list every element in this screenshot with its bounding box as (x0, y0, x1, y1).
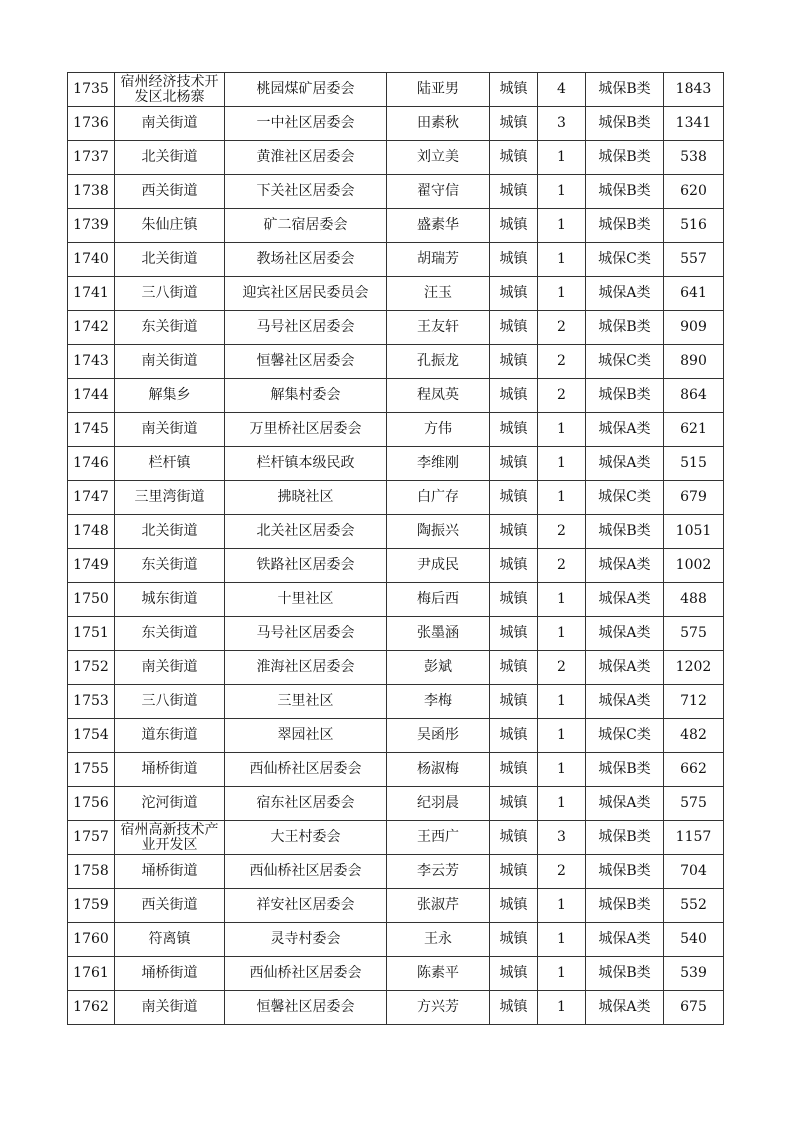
street-cell: 北关街道 (115, 141, 225, 175)
category-cell: 城保B类 (586, 855, 664, 889)
table-row (68, 787, 724, 821)
household-count-cell: 2 (538, 855, 586, 889)
area-cell: 城镇 (490, 719, 538, 753)
household-count-cell: 2 (538, 549, 586, 583)
street-cell: 宿州高新技术产业开发区 (115, 821, 225, 855)
category-cell: 城保B类 (586, 107, 664, 141)
committee-cell: 黄淮社区居委会 (225, 141, 387, 175)
row-number: 1735 (68, 73, 115, 107)
table-row (68, 209, 724, 243)
amount-cell: 704 (664, 855, 724, 889)
category-cell: 城保B类 (586, 957, 664, 991)
amount-cell: 1341 (664, 107, 724, 141)
area-cell: 城镇 (490, 175, 538, 209)
committee-cell: 淮海社区居委会 (225, 651, 387, 685)
street-cell: 北关街道 (115, 515, 225, 549)
street-cell: 宿州经济技术开发区北杨寨 (115, 73, 225, 107)
category-cell: 城保B类 (586, 889, 664, 923)
area-cell: 城镇 (490, 447, 538, 481)
amount-cell: 575 (664, 787, 724, 821)
name-cell: 程凤英 (387, 379, 490, 413)
row-number: 1743 (68, 345, 115, 379)
row-number: 1738 (68, 175, 115, 209)
name-cell: 胡瑞芳 (387, 243, 490, 277)
household-count-cell: 2 (538, 311, 586, 345)
household-count-cell: 1 (538, 685, 586, 719)
table-row (68, 243, 724, 277)
amount-cell: 675 (664, 991, 724, 1025)
table-row (68, 991, 724, 1025)
category-cell: 城保A类 (586, 787, 664, 821)
name-cell: 白广存 (387, 481, 490, 515)
name-cell: 陆亚男 (387, 73, 490, 107)
committee-cell: 马号社区居委会 (225, 311, 387, 345)
street-cell: 三八街道 (115, 277, 225, 311)
category-cell: 城保B类 (586, 753, 664, 787)
street-cell: 三里湾街道 (115, 481, 225, 515)
street-cell: 东关街道 (115, 311, 225, 345)
amount-cell: 1157 (664, 821, 724, 855)
street-cell: 南关街道 (115, 991, 225, 1025)
area-cell: 城镇 (490, 515, 538, 549)
street-cell: 西关街道 (115, 889, 225, 923)
amount-cell: 557 (664, 243, 724, 277)
table-row (68, 889, 724, 923)
household-count-cell: 3 (538, 821, 586, 855)
area-cell: 城镇 (490, 753, 538, 787)
committee-cell: 宿东社区居委会 (225, 787, 387, 821)
household-count-cell: 1 (538, 141, 586, 175)
table-row (68, 651, 724, 685)
name-cell: 尹成民 (387, 549, 490, 583)
category-cell: 城保A类 (586, 277, 664, 311)
committee-cell: 恒馨社区居委会 (225, 345, 387, 379)
table-row (68, 277, 724, 311)
amount-cell: 864 (664, 379, 724, 413)
committee-cell: 桃园煤矿居委会 (225, 73, 387, 107)
category-cell: 城保B类 (586, 311, 664, 345)
category-cell: 城保C类 (586, 481, 664, 515)
amount-cell: 516 (664, 209, 724, 243)
amount-cell: 540 (664, 923, 724, 957)
table-row (68, 481, 724, 515)
row-number: 1750 (68, 583, 115, 617)
category-cell: 城保A类 (586, 651, 664, 685)
committee-cell: 矿二宿居委会 (225, 209, 387, 243)
street-cell: 南关街道 (115, 107, 225, 141)
area-cell: 城镇 (490, 549, 538, 583)
committee-cell: 铁路社区居委会 (225, 549, 387, 583)
category-cell: 城保C类 (586, 243, 664, 277)
name-cell: 陶振兴 (387, 515, 490, 549)
area-cell: 城镇 (490, 923, 538, 957)
household-count-cell: 1 (538, 583, 586, 617)
area-cell: 城镇 (490, 651, 538, 685)
committee-cell: 马号社区居委会 (225, 617, 387, 651)
street-cell: 南关街道 (115, 345, 225, 379)
category-cell: 城保B类 (586, 73, 664, 107)
street-cell: 沱河街道 (115, 787, 225, 821)
area-cell: 城镇 (490, 583, 538, 617)
amount-cell: 641 (664, 277, 724, 311)
amount-cell: 482 (664, 719, 724, 753)
table-row (68, 345, 724, 379)
name-cell: 杨淑梅 (387, 753, 490, 787)
household-count-cell: 1 (538, 243, 586, 277)
household-count-cell: 1 (538, 787, 586, 821)
name-cell: 梅后西 (387, 583, 490, 617)
household-count-cell: 1 (538, 991, 586, 1025)
category-cell: 城保C类 (586, 719, 664, 753)
row-number: 1758 (68, 855, 115, 889)
household-count-cell: 1 (538, 175, 586, 209)
committee-cell: 解集村委会 (225, 379, 387, 413)
name-cell: 李云芳 (387, 855, 490, 889)
table-row (68, 413, 724, 447)
amount-cell: 552 (664, 889, 724, 923)
row-number: 1736 (68, 107, 115, 141)
amount-cell: 539 (664, 957, 724, 991)
row-number: 1752 (68, 651, 115, 685)
table-row (68, 753, 724, 787)
amount-cell: 488 (664, 583, 724, 617)
area-cell: 城镇 (490, 345, 538, 379)
household-count-cell: 1 (538, 923, 586, 957)
street-cell: 三八街道 (115, 685, 225, 719)
area-cell: 城镇 (490, 685, 538, 719)
table-row (68, 379, 724, 413)
row-number: 1753 (68, 685, 115, 719)
category-cell: 城保B类 (586, 515, 664, 549)
committee-cell: 西仙桥社区居委会 (225, 957, 387, 991)
amount-cell: 620 (664, 175, 724, 209)
committee-cell: 北关社区居委会 (225, 515, 387, 549)
street-cell: 解集乡 (115, 379, 225, 413)
committee-cell: 翠园社区 (225, 719, 387, 753)
area-cell: 城镇 (490, 413, 538, 447)
street-cell: 埇桥街道 (115, 855, 225, 889)
household-count-cell: 2 (538, 345, 586, 379)
committee-cell: 西仙桥社区居委会 (225, 753, 387, 787)
table-row (68, 855, 724, 889)
area-cell: 城镇 (490, 787, 538, 821)
street-cell: 朱仙庄镇 (115, 209, 225, 243)
committee-cell: 教场社区居委会 (225, 243, 387, 277)
street-cell: 栏杆镇 (115, 447, 225, 481)
name-cell: 田素秋 (387, 107, 490, 141)
committee-cell: 三里社区 (225, 685, 387, 719)
row-number: 1754 (68, 719, 115, 753)
household-count-cell: 1 (538, 889, 586, 923)
area-cell: 城镇 (490, 73, 538, 107)
area-cell: 城镇 (490, 991, 538, 1025)
category-cell: 城保A类 (586, 549, 664, 583)
table-row (68, 923, 724, 957)
street-cell: 道东街道 (115, 719, 225, 753)
row-number: 1757 (68, 821, 115, 855)
amount-cell: 909 (664, 311, 724, 345)
category-cell: 城保B类 (586, 175, 664, 209)
street-cell: 符离镇 (115, 923, 225, 957)
row-number: 1762 (68, 991, 115, 1025)
name-cell: 翟守信 (387, 175, 490, 209)
row-number: 1739 (68, 209, 115, 243)
name-cell: 刘立美 (387, 141, 490, 175)
committee-cell: 恒馨社区居委会 (225, 991, 387, 1025)
name-cell: 张淑芹 (387, 889, 490, 923)
committee-cell: 万里桥社区居委会 (225, 413, 387, 447)
amount-cell: 1002 (664, 549, 724, 583)
name-cell: 王友轩 (387, 311, 490, 345)
street-cell: 西关街道 (115, 175, 225, 209)
category-cell: 城保A类 (586, 583, 664, 617)
name-cell: 李维刚 (387, 447, 490, 481)
household-count-cell: 4 (538, 73, 586, 107)
name-cell: 方伟 (387, 413, 490, 447)
household-count-cell: 1 (538, 957, 586, 991)
table-row (68, 175, 724, 209)
table-row (68, 821, 724, 855)
amount-cell: 1843 (664, 73, 724, 107)
table-row (68, 549, 724, 583)
row-number: 1737 (68, 141, 115, 175)
row-number: 1741 (68, 277, 115, 311)
amount-cell: 679 (664, 481, 724, 515)
amount-cell: 621 (664, 413, 724, 447)
committee-cell: 祥安社区居委会 (225, 889, 387, 923)
amount-cell: 515 (664, 447, 724, 481)
amount-cell: 1051 (664, 515, 724, 549)
category-cell: 城保A类 (586, 617, 664, 651)
area-cell: 城镇 (490, 855, 538, 889)
amount-cell: 575 (664, 617, 724, 651)
area-cell: 城镇 (490, 311, 538, 345)
street-cell: 南关街道 (115, 413, 225, 447)
name-cell: 王永 (387, 923, 490, 957)
area-cell: 城镇 (490, 821, 538, 855)
amount-cell: 662 (664, 753, 724, 787)
row-number: 1744 (68, 379, 115, 413)
household-count-cell: 1 (538, 277, 586, 311)
row-number: 1759 (68, 889, 115, 923)
row-number: 1746 (68, 447, 115, 481)
name-cell: 盛素华 (387, 209, 490, 243)
street-cell: 东关街道 (115, 549, 225, 583)
amount-cell: 890 (664, 345, 724, 379)
amount-cell: 1202 (664, 651, 724, 685)
table-row (68, 957, 724, 991)
subsidy-table (67, 72, 724, 1025)
street-cell: 埇桥街道 (115, 957, 225, 991)
amount-cell: 538 (664, 141, 724, 175)
committee-cell: 下关社区居委会 (225, 175, 387, 209)
street-cell: 南关街道 (115, 651, 225, 685)
area-cell: 城镇 (490, 209, 538, 243)
household-count-cell: 1 (538, 753, 586, 787)
table-row (68, 73, 724, 107)
table-row (68, 311, 724, 345)
amount-cell: 712 (664, 685, 724, 719)
name-cell: 张墨涵 (387, 617, 490, 651)
row-number: 1740 (68, 243, 115, 277)
table-row (68, 617, 724, 651)
household-count-cell: 2 (538, 379, 586, 413)
area-cell: 城镇 (490, 481, 538, 515)
row-number: 1749 (68, 549, 115, 583)
category-cell: 城保A类 (586, 991, 664, 1025)
table-row (68, 515, 724, 549)
category-cell: 城保C类 (586, 345, 664, 379)
row-number: 1748 (68, 515, 115, 549)
area-cell: 城镇 (490, 957, 538, 991)
table-row (68, 583, 724, 617)
household-count-cell: 1 (538, 481, 586, 515)
table-row (68, 107, 724, 141)
row-number: 1761 (68, 957, 115, 991)
name-cell: 吴函彤 (387, 719, 490, 753)
name-cell: 李梅 (387, 685, 490, 719)
street-cell: 埇桥街道 (115, 753, 225, 787)
household-count-cell: 1 (538, 413, 586, 447)
household-count-cell: 1 (538, 447, 586, 481)
name-cell: 王西广 (387, 821, 490, 855)
area-cell: 城镇 (490, 379, 538, 413)
category-cell: 城保B类 (586, 209, 664, 243)
committee-cell: 大王村委会 (225, 821, 387, 855)
committee-cell: 十里社区 (225, 583, 387, 617)
committee-cell: 拂晓社区 (225, 481, 387, 515)
name-cell: 孔振龙 (387, 345, 490, 379)
name-cell: 汪玉 (387, 277, 490, 311)
street-cell: 东关街道 (115, 617, 225, 651)
committee-cell: 一中社区居委会 (225, 107, 387, 141)
category-cell: 城保A类 (586, 685, 664, 719)
household-count-cell: 1 (538, 209, 586, 243)
category-cell: 城保A类 (586, 447, 664, 481)
area-cell: 城镇 (490, 141, 538, 175)
row-number: 1745 (68, 413, 115, 447)
name-cell: 陈素平 (387, 957, 490, 991)
household-count-cell: 1 (538, 617, 586, 651)
table-row (68, 141, 724, 175)
table-body (68, 73, 724, 1025)
name-cell: 方兴芳 (387, 991, 490, 1025)
area-cell: 城镇 (490, 107, 538, 141)
row-number: 1751 (68, 617, 115, 651)
category-cell: 城保A类 (586, 413, 664, 447)
table-row (68, 447, 724, 481)
category-cell: 城保A类 (586, 923, 664, 957)
row-number: 1742 (68, 311, 115, 345)
row-number: 1760 (68, 923, 115, 957)
household-count-cell: 3 (538, 107, 586, 141)
household-count-cell: 2 (538, 515, 586, 549)
area-cell: 城镇 (490, 889, 538, 923)
committee-cell: 西仙桥社区居委会 (225, 855, 387, 889)
area-cell: 城镇 (490, 617, 538, 651)
table-row (68, 719, 724, 753)
street-cell: 北关街道 (115, 243, 225, 277)
table-row (68, 685, 724, 719)
category-cell: 城保B类 (586, 141, 664, 175)
row-number: 1756 (68, 787, 115, 821)
name-cell: 纪羽晨 (387, 787, 490, 821)
committee-cell: 迎宾社区居民委员会 (225, 277, 387, 311)
row-number: 1755 (68, 753, 115, 787)
household-count-cell: 1 (538, 719, 586, 753)
committee-cell: 灵寺村委会 (225, 923, 387, 957)
area-cell: 城镇 (490, 277, 538, 311)
committee-cell: 栏杆镇本级民政 (225, 447, 387, 481)
row-number: 1747 (68, 481, 115, 515)
household-count-cell: 2 (538, 651, 586, 685)
category-cell: 城保B类 (586, 821, 664, 855)
name-cell: 彭斌 (387, 651, 490, 685)
category-cell: 城保B类 (586, 379, 664, 413)
area-cell: 城镇 (490, 243, 538, 277)
street-cell: 城东街道 (115, 583, 225, 617)
